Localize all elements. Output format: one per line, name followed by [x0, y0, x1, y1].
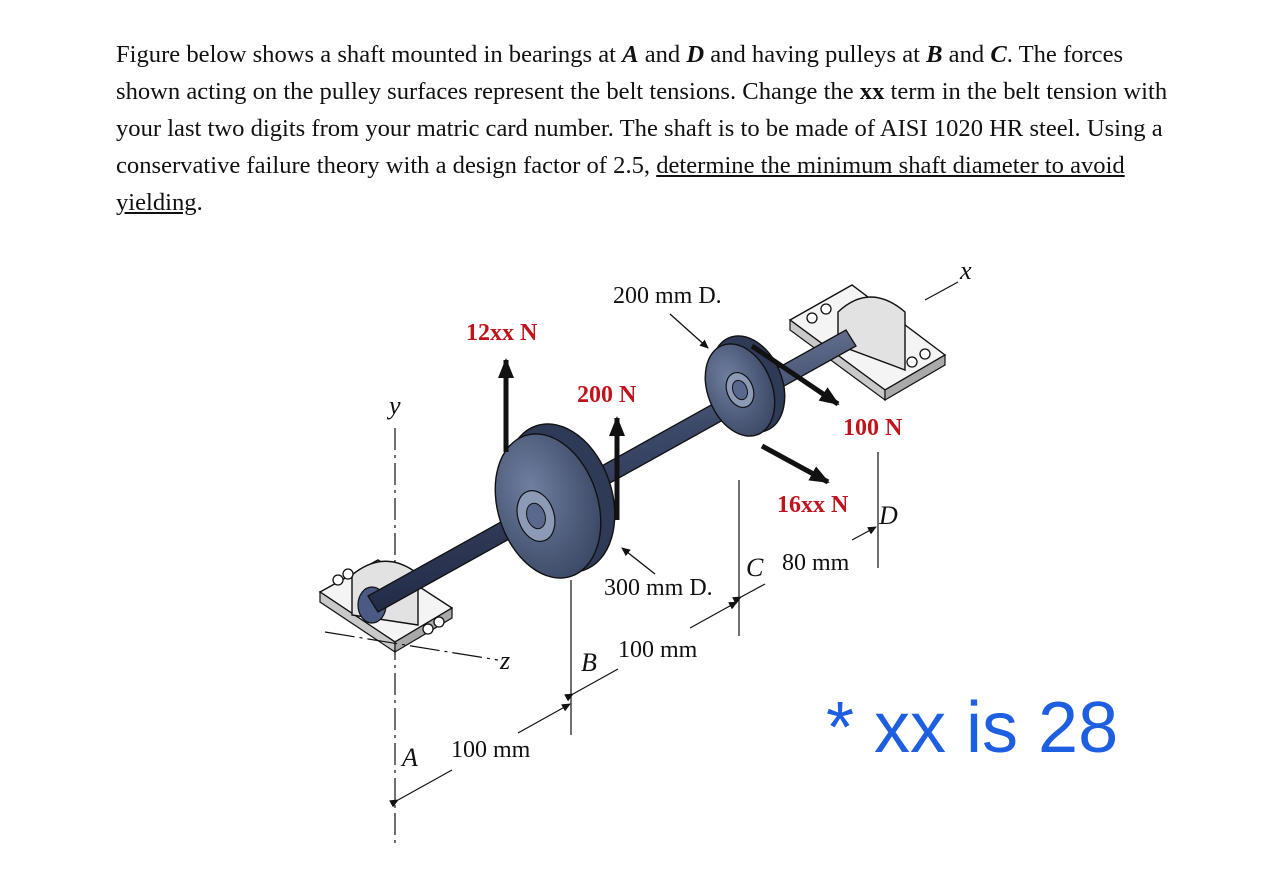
force-label-B-up: 12xx N — [466, 320, 538, 346]
force-arrow-C-large — [762, 446, 828, 482]
problem-text: and — [638, 41, 687, 68]
dim-CD-line-2 — [852, 527, 876, 540]
force-label-B-small: 200 N — [577, 382, 637, 408]
pulley-B-ref: B — [926, 41, 943, 68]
pulley-B-diameter-label: 300 mm D. — [604, 575, 713, 601]
pulley-C-ref: C — [990, 41, 1007, 68]
x-axis-line — [925, 282, 958, 300]
bearing-D-ref: D — [686, 41, 705, 68]
z-axis-label: z — [500, 646, 511, 675]
pulley-C-diameter-label: 200 mm D. — [613, 283, 722, 309]
problem-text: and — [942, 41, 991, 68]
point-B-label: B — [581, 648, 597, 677]
problem-text: and having pulleys at — [704, 41, 927, 68]
xx-term: xx — [859, 78, 885, 105]
point-C-label: C — [746, 553, 764, 582]
bearing-A-ref: A — [622, 41, 639, 68]
task-underlined: determine the minimum shaft diameter to avoid yielding — [116, 152, 1125, 216]
force-label-C-small: 100 N — [843, 415, 903, 441]
dim-AB-line-2 — [518, 704, 570, 733]
dim-AB-line — [398, 770, 452, 800]
bearing-D — [790, 285, 945, 400]
point-D-label: D — [879, 501, 898, 530]
dim-AB-label: 100 mm — [451, 737, 531, 763]
force-label-C-large: 16xx N — [777, 492, 849, 518]
pulley-B — [478, 410, 633, 592]
problem-text: . The forces shown acting on the pulley surfaces represent the belt tensions. Change the — [116, 41, 1124, 105]
problem-text: . — [196, 189, 203, 216]
problem-text: Figure below shows a shaft mounted in bearings at — [116, 41, 623, 68]
dim-CD-line — [741, 584, 765, 597]
problem-text: term in the belt tension with your last two digits from your matric card number. The shaft is to be made of AISI 1020 HR steel. Using a conservative failure theory with a design factor of 2.5, — [116, 78, 1168, 179]
pulley-C-leader — [670, 314, 708, 348]
dim-BC-label: 100 mm — [618, 637, 698, 663]
point-A-label: A — [402, 743, 418, 772]
x-axis-label: x — [960, 256, 972, 285]
dim-CD-label: 80 mm — [782, 550, 850, 576]
dim-BC-line-2 — [690, 602, 737, 628]
y-axis-label: y — [389, 391, 401, 420]
pulley-B-leader — [622, 548, 655, 574]
xx-value-note: * xx is 28 — [826, 688, 1119, 768]
